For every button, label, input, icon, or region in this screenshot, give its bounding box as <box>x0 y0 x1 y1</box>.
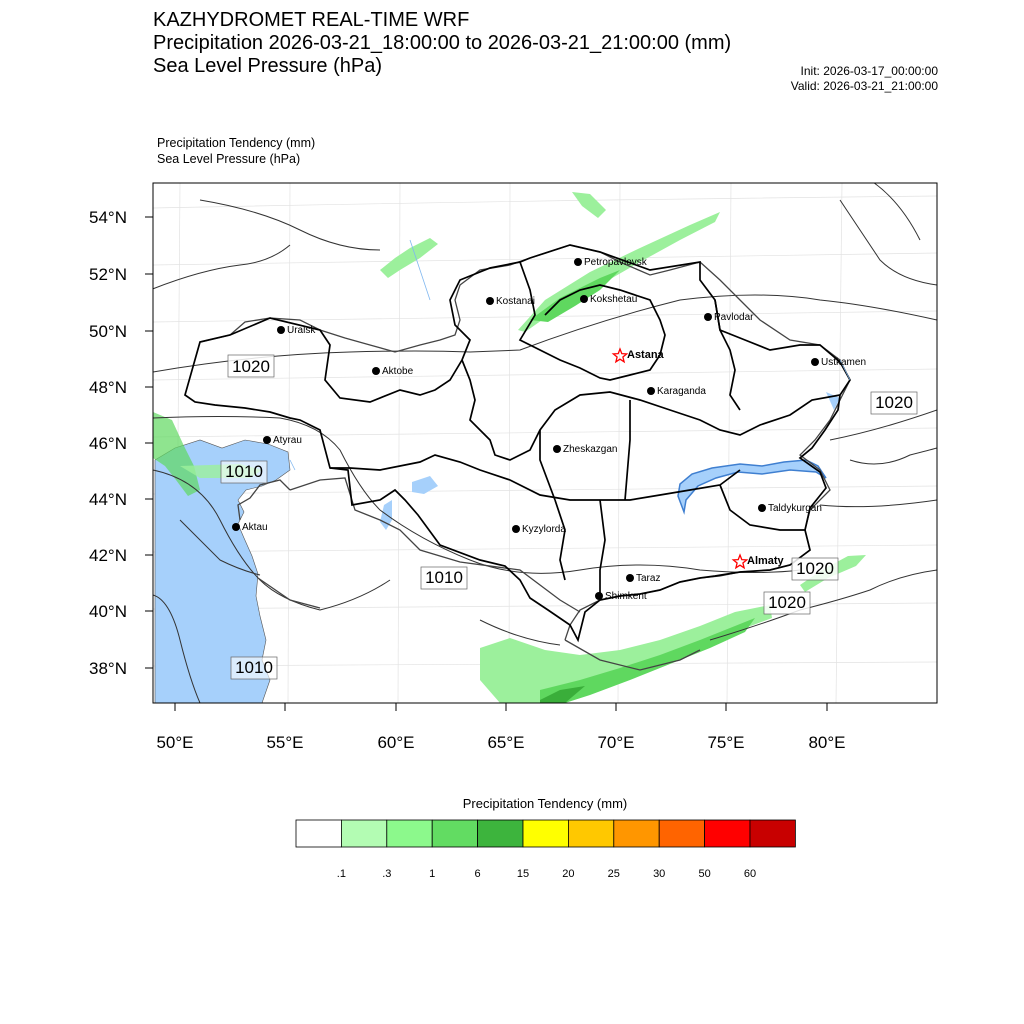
rivers <box>290 240 850 470</box>
lat-label: 42°N <box>89 546 127 565</box>
city-label: Taraz <box>636 573 661 584</box>
city-label: Kyzylorda <box>522 524 566 535</box>
colorbar-swatch <box>614 820 659 847</box>
colorbar-tick-label: 30 <box>653 868 666 880</box>
colorbar-tick-label: .3 <box>382 868 392 880</box>
city-label: Pavlodar <box>714 312 754 323</box>
city-kostanai <box>486 296 535 307</box>
city-karaganda <box>647 386 706 397</box>
lon-label: 60°E <box>377 733 415 752</box>
precipitation-subtitle: Precipitation 2026-03-21_18:00:00 to 2026-03-21_21:00:00 (mm) <box>153 32 732 54</box>
lon-label: 75°E <box>707 733 745 752</box>
legend-title: Precipitation Tendency (mm) <box>462 796 628 811</box>
colorbar <box>296 820 795 847</box>
lon-label: 80°E <box>808 733 846 752</box>
colorbar-tick-label: 50 <box>698 868 711 880</box>
city-petropavlovsk <box>574 257 648 268</box>
lat-label: 38°N <box>89 659 127 678</box>
city-label: Ustkamen <box>821 357 867 368</box>
city-label: Taldykurgan <box>768 503 822 514</box>
city-label: Kokshetau <box>590 294 638 305</box>
city-almaty <box>733 555 784 568</box>
city-label: Astana <box>627 349 664 361</box>
field-label-precip: Precipitation Tendency (mm) <box>157 136 316 150</box>
aral-sea <box>380 476 438 530</box>
city-label: Aktobe <box>382 366 414 377</box>
colorbar-swatch <box>432 820 477 847</box>
lat-labels <box>89 208 127 678</box>
colorbar-tick-label: 25 <box>607 868 620 880</box>
colorbar-swatch <box>387 820 432 847</box>
lon-labels <box>156 733 845 752</box>
city-label: Petropavlovsk <box>584 257 647 268</box>
city-label: Almaty <box>747 555 784 567</box>
lon-label: 70°E <box>597 733 635 752</box>
isobar-label: 1010 <box>235 658 273 677</box>
lon-label: 65°E <box>487 733 525 752</box>
colorbar-tick-label: 20 <box>562 868 575 880</box>
city-label: Karaganda <box>657 386 706 397</box>
field-label-pressure: Sea Level Pressure (hPa) <box>157 152 301 166</box>
colorbar-swatch <box>341 820 386 847</box>
colorbar-tick-label: .1 <box>336 868 346 880</box>
lat-label: 40°N <box>89 602 127 621</box>
city-label: Shimkent <box>605 591 647 602</box>
graticule <box>153 183 937 703</box>
map-frame <box>153 183 937 703</box>
city-shimkent <box>595 591 647 602</box>
city-ustkamen <box>811 357 866 368</box>
isobar-label: 1020 <box>768 593 806 612</box>
isobar-label: 1010 <box>425 568 463 587</box>
precip-north-blob <box>572 192 606 218</box>
colorbar-tick-label: 1 <box>429 868 436 880</box>
colorbar-ticks <box>337 868 756 880</box>
colorbar-tick-label: 6 <box>474 868 481 880</box>
city-aktobe <box>372 366 414 377</box>
colorbar-tick-label: 15 <box>516 868 530 880</box>
city-label: Atyrau <box>273 435 302 446</box>
pressure-subtitle: Sea Level Pressure (hPa) <box>153 55 383 77</box>
colorbar-swatch <box>523 820 568 847</box>
isobar-label: 1020 <box>875 393 913 412</box>
lat-label: 48°N <box>89 378 127 397</box>
city-uralsk <box>277 325 316 336</box>
init-time: Init: 2026-03-17_00:00:00 <box>800 64 938 78</box>
colorbar-swatch <box>659 820 704 847</box>
lat-label: 46°N <box>89 434 127 453</box>
colorbar-swatch <box>750 820 795 847</box>
capital-star-icon <box>733 555 746 568</box>
colorbar-swatch <box>296 820 341 847</box>
city-taldykurgan <box>758 503 822 514</box>
city-kyzylorda <box>512 524 566 535</box>
isobar-label: 1020 <box>796 559 834 578</box>
colorbar-swatch <box>568 820 613 847</box>
city-label: Kostanai <box>496 296 535 307</box>
isobar-label: 1010 <box>225 462 263 481</box>
city-astana <box>613 349 664 362</box>
capital-star-icon <box>613 349 626 362</box>
precip-northwest <box>380 238 438 278</box>
lon-label: 55°E <box>266 733 304 752</box>
colorbar-tick-label: 60 <box>743 868 757 880</box>
precip-south-band <box>480 605 772 703</box>
lat-label: 44°N <box>89 490 127 509</box>
city-zheskazgan <box>553 444 617 455</box>
lat-label: 52°N <box>89 265 127 284</box>
city-pavlodar <box>704 312 754 323</box>
city-label: Uralsk <box>287 325 316 336</box>
colorbar-swatch <box>478 820 523 847</box>
city-taraz <box>626 573 660 584</box>
lon-label: 50°E <box>156 733 194 752</box>
city-label: Zheskazgan <box>563 444 618 455</box>
isobar-labels <box>221 355 917 679</box>
lat-label: 54°N <box>89 208 127 227</box>
isobar-label: 1020 <box>232 357 270 376</box>
map-title: KAZHYDROMET REAL-TIME WRF <box>153 9 470 31</box>
colorbar-swatch <box>705 820 750 847</box>
lat-label: 50°N <box>89 322 127 341</box>
city-label: Aktau <box>242 522 268 533</box>
valid-time: Valid: 2026-03-21_21:00:00 <box>790 79 938 93</box>
